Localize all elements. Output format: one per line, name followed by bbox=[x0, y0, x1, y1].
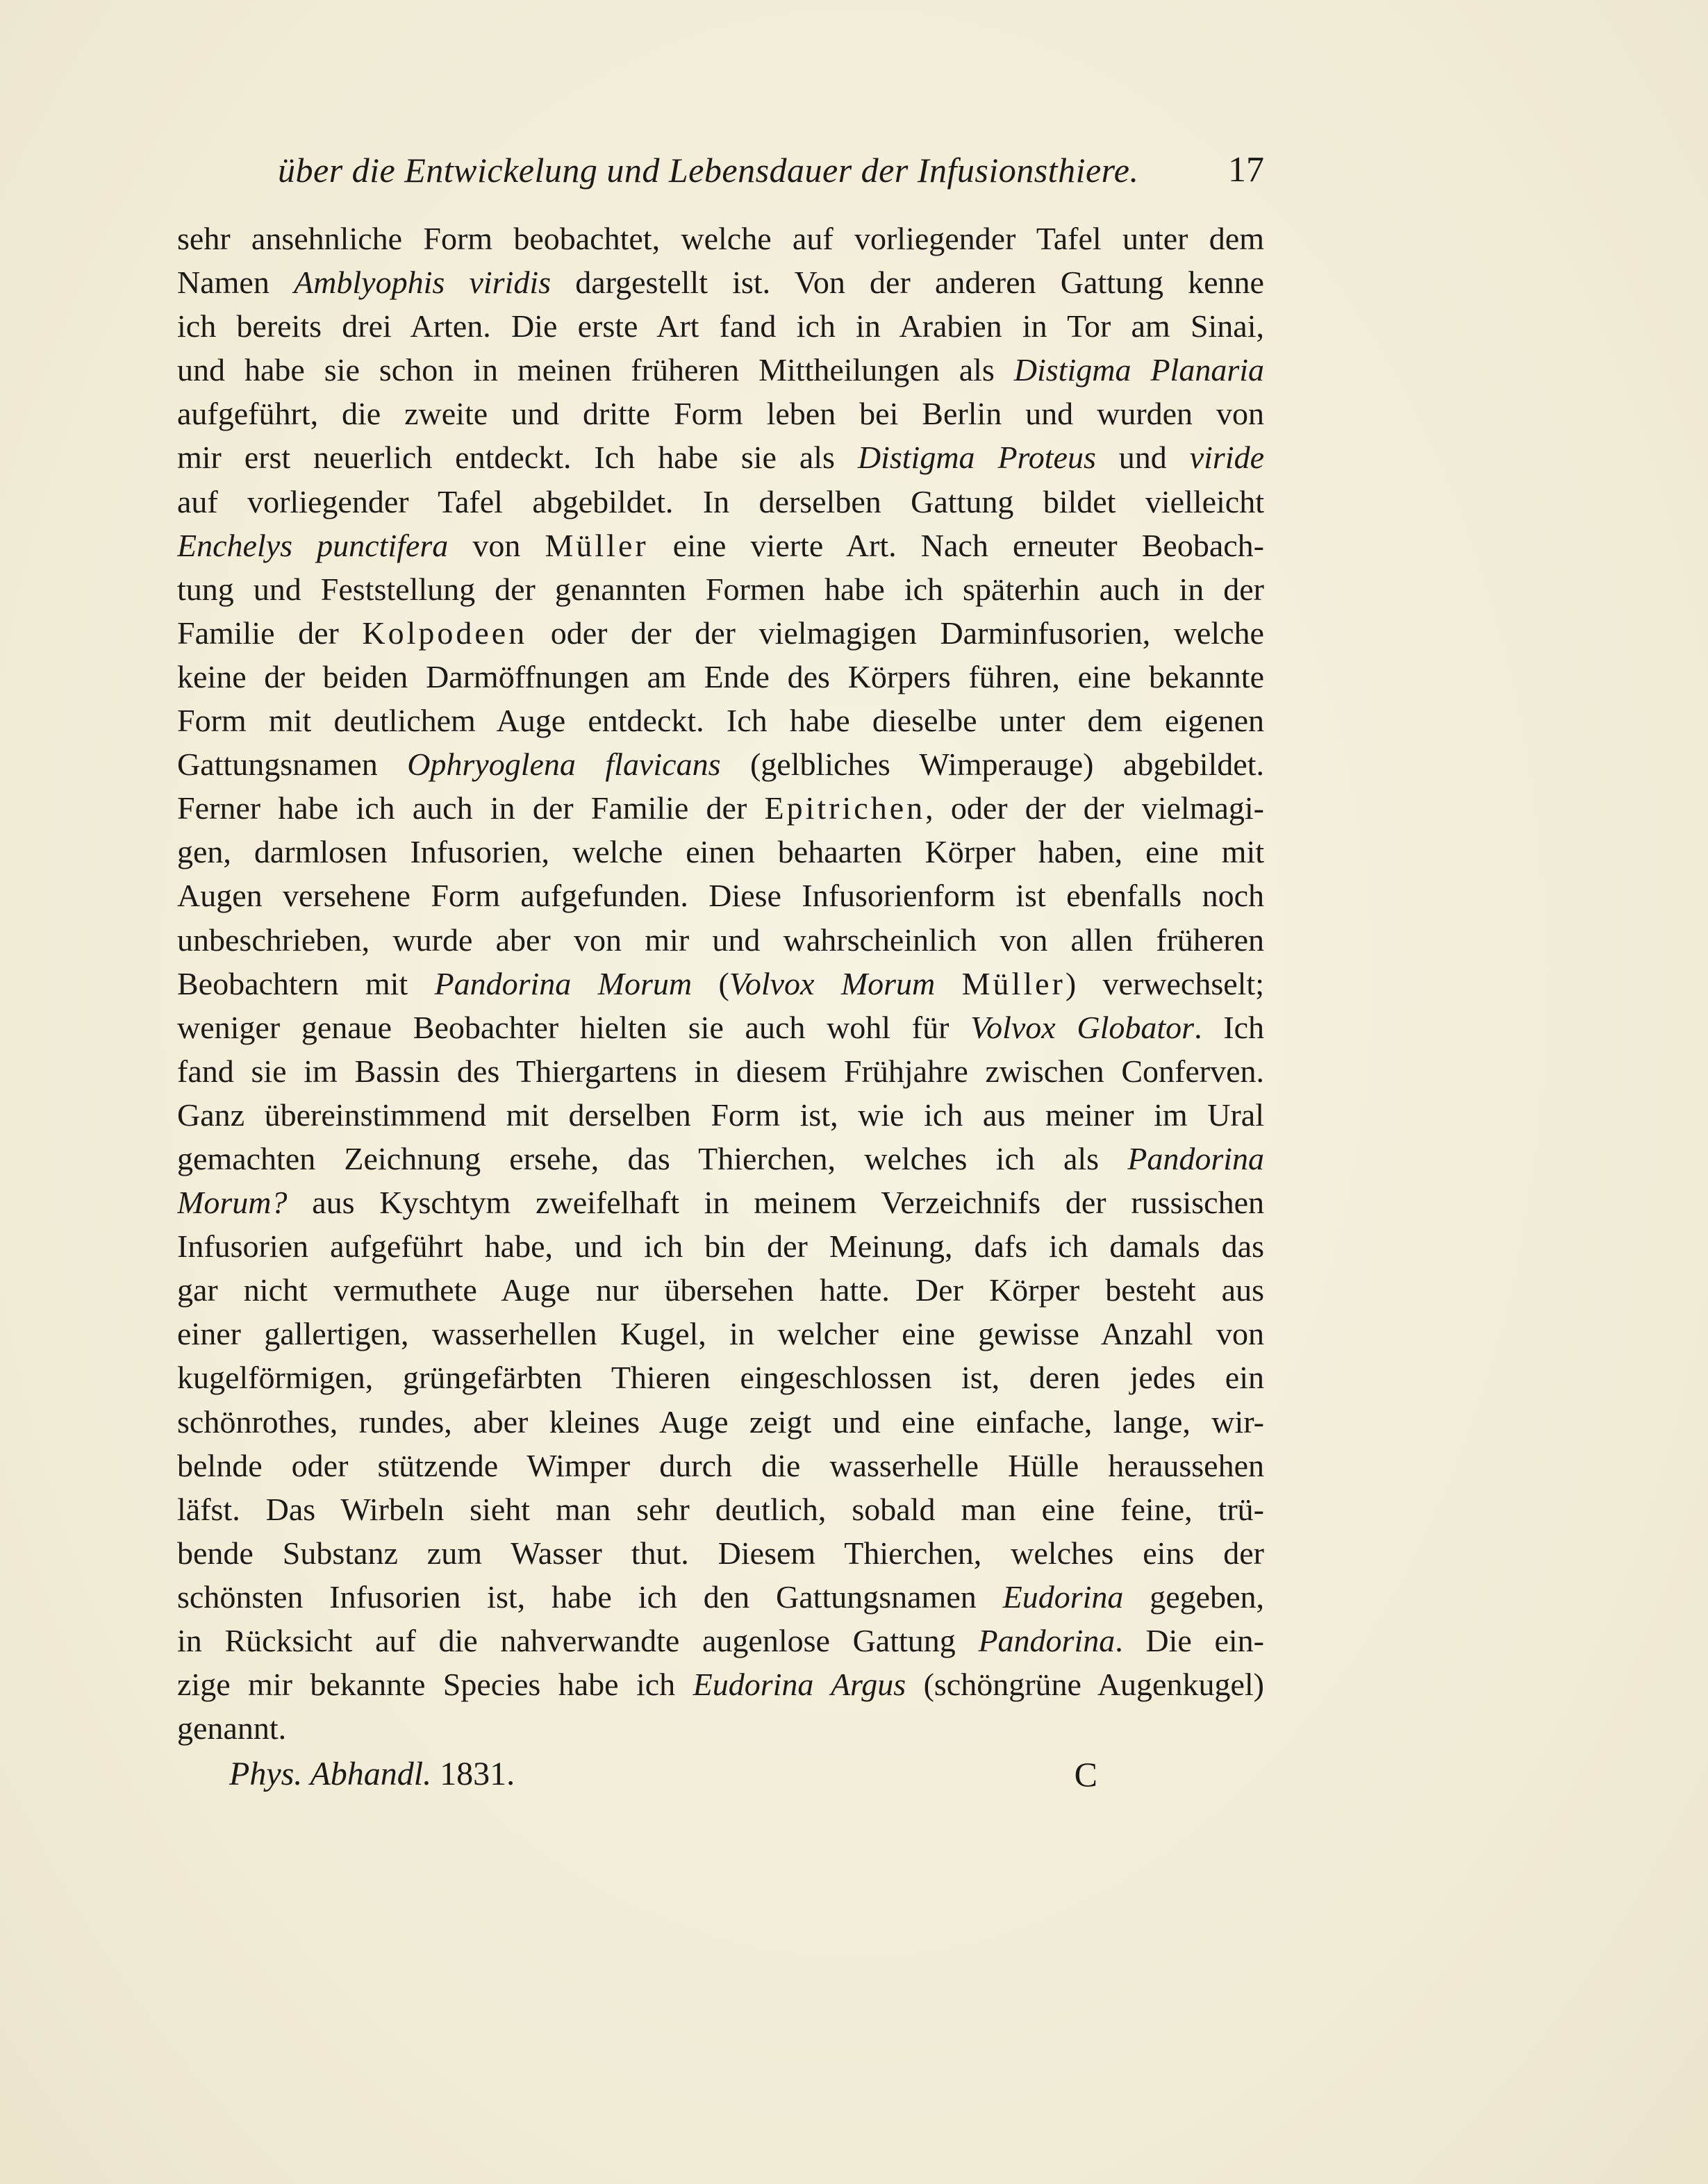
text-line: gemachten Zeichnung ersehe, das Thierchen, welches ich als Pandorina bbox=[177, 1140, 1264, 1176]
page-header bbox=[278, 146, 1264, 194]
text-line: tung und Feststellung der genannten Formen habe ich späterhin auch in der bbox=[177, 571, 1264, 607]
text-line: schönsten Infusorien ist, habe ich den Gattungsnamen Eudorina gegeben, bbox=[177, 1578, 1264, 1615]
text-line: einer gallertigen, wasserhellen Kugel, in welcher eine gewisse Anzahl von bbox=[177, 1316, 1264, 1352]
text-line: und habe sie schon in meinen früheren Mittheilungen als Distigma Planaria bbox=[177, 352, 1264, 388]
page-number: 17 bbox=[1228, 150, 1264, 190]
text-line: ich bereits drei Arten. Die erste Art fand ich in Arabien in Tor am Sinai, bbox=[177, 308, 1264, 344]
text-line: Form mit deutlichem Auge entdeckt. Ich habe dieselbe unter dem eigenen bbox=[177, 703, 1264, 739]
text-line: keine der beiden Darmöffnungen am Ende des Körpers führen, eine bekannte bbox=[177, 658, 1264, 694]
italic-term: Morum? bbox=[177, 1185, 288, 1221]
running-head: über die Entwickelung und Lebensdauer der Infusionsthiere. bbox=[278, 151, 1139, 190]
text-line: Infusorien aufgeführt habe, und ich bin der Meinung, dafs ich damals das bbox=[177, 1228, 1264, 1265]
text-line: weniger genaue Beobachter hielten sie auch wohl für Volvox Globator. Ich bbox=[177, 1009, 1264, 1045]
italic-term: viride bbox=[1189, 440, 1264, 476]
signature-mark: C bbox=[1074, 1755, 1097, 1794]
italic-term: Volvox Morum bbox=[729, 965, 936, 1001]
text-line: Ganz übereinstimmend mit derselben Form ist, wie ich aus meiner im Ural bbox=[177, 1097, 1264, 1133]
text-line: Beobachtern mit Pandorina Morum (Volvox Morum Müller) verwechselt; bbox=[177, 965, 1264, 1001]
text-line: schönrothes, rundes, aber kleines Auge zeigt und eine einfache, lange, wir- bbox=[177, 1403, 1264, 1440]
journal-title: Phys. Abhandl. bbox=[229, 1756, 432, 1792]
text-line: Augen versehene Form aufgefunden. Diese Infusorienform ist ebenfalls noch bbox=[177, 878, 1264, 914]
body-text bbox=[177, 217, 1264, 1750]
text-line: belnde oder stützende Wimper durch die wasserhelle Hülle heraussehen bbox=[177, 1447, 1264, 1483]
text-line: Namen Amblyophis viridis dargestellt ist. Von der anderen Gattung kenne bbox=[177, 265, 1264, 301]
italic-term: Eudorina Argus bbox=[693, 1667, 906, 1703]
italic-term: Pandorina bbox=[1127, 1140, 1264, 1176]
spaced-name: Müller bbox=[961, 965, 1066, 1001]
spaced-name: Epitrichen bbox=[764, 790, 926, 826]
text-line: gar nicht vermuthete Auge nur übersehen hatte. Der Körper besteht aus bbox=[177, 1272, 1264, 1308]
text-line: mir erst neuerlich entdeckt. Ich habe sie als Distigma Proteus und viride bbox=[177, 440, 1264, 476]
text-line: bende Substanz zum Wasser thut. Diesem Thierchen, welches eins der bbox=[177, 1535, 1264, 1571]
italic-term: Enchelys punctifera bbox=[177, 527, 449, 563]
text-line: Morum? aus Kyschtym zweifelhaft in meinem Verzeichnifs der russischen bbox=[177, 1185, 1264, 1221]
italic-term: Ophryoglena flavicans bbox=[407, 747, 721, 783]
journal-year: 1831. bbox=[431, 1756, 515, 1792]
text-line: aufgeführt, die zweite und dritte Form leben bei Berlin und wurden von bbox=[177, 396, 1264, 432]
text-line: unbeschrieben, wurde aber von mir und wahrscheinlich von allen früheren bbox=[177, 922, 1264, 958]
italic-term: Amblyophis viridis bbox=[294, 265, 552, 301]
text-line: in Rücksicht auf die nahverwandte augenlose Gattung Pandorina. Die ein- bbox=[177, 1623, 1264, 1658]
italic-term: Distigma Proteus bbox=[857, 440, 1096, 476]
journal-reference bbox=[229, 1750, 515, 1799]
page-footer bbox=[229, 1750, 1097, 1799]
text-line: Ferner habe ich auch in der Familie der Epitrichen, oder der der vielmagi- bbox=[177, 790, 1264, 826]
text-line: kugelförmigen, grüngefärbten Thieren eingeschlossen ist, deren jedes ein bbox=[177, 1360, 1264, 1396]
text-line: zige mir bekannte Species habe ich Eudorina Argus (schöngrüne Augenkugel) bbox=[177, 1667, 1264, 1703]
text-line: gen, darmlosen Infusorien, welche einen behaarten Körper haben, eine mit bbox=[177, 834, 1264, 870]
italic-term: Pandorina Morum bbox=[434, 965, 693, 1001]
text-line: sehr ansehnliche Form beobachtet, welche auf vorliegender Tafel unter dem bbox=[177, 221, 1264, 256]
spaced-name: Müller bbox=[545, 527, 649, 563]
text-line: läfst. Das Wirbeln sieht man sehr deutlich, sobald man eine feine, trü- bbox=[177, 1491, 1264, 1527]
italic-term: Distigma Planaria bbox=[1013, 352, 1264, 388]
italic-term: Eudorina bbox=[1002, 1578, 1124, 1615]
italic-term: Volvox Globator bbox=[970, 1009, 1195, 1045]
text-line: Gattungsnamen Ophryoglena flavicans (gelbliches Wimperauge) abgebildet. bbox=[177, 747, 1264, 783]
text-line: fand sie im Bassin des Thiergartens in diesem Frühjahre zwischen Conferven. bbox=[177, 1053, 1264, 1089]
spaced-name: Kolpodeen bbox=[362, 615, 528, 651]
text-line: auf vorliegender Tafel abgebildet. In derselben Gattung bildet vielleicht bbox=[177, 483, 1264, 519]
italic-term: Pandorina bbox=[978, 1623, 1116, 1658]
text-line: genannt. bbox=[177, 1710, 287, 1747]
text-line: Familie der Kolpodeen oder der der vielmagigen Darminfusorien, welche bbox=[177, 615, 1264, 651]
text-line: Enchelys punctifera von Müller eine vierte Art. Nach erneuter Beobach- bbox=[177, 527, 1264, 563]
